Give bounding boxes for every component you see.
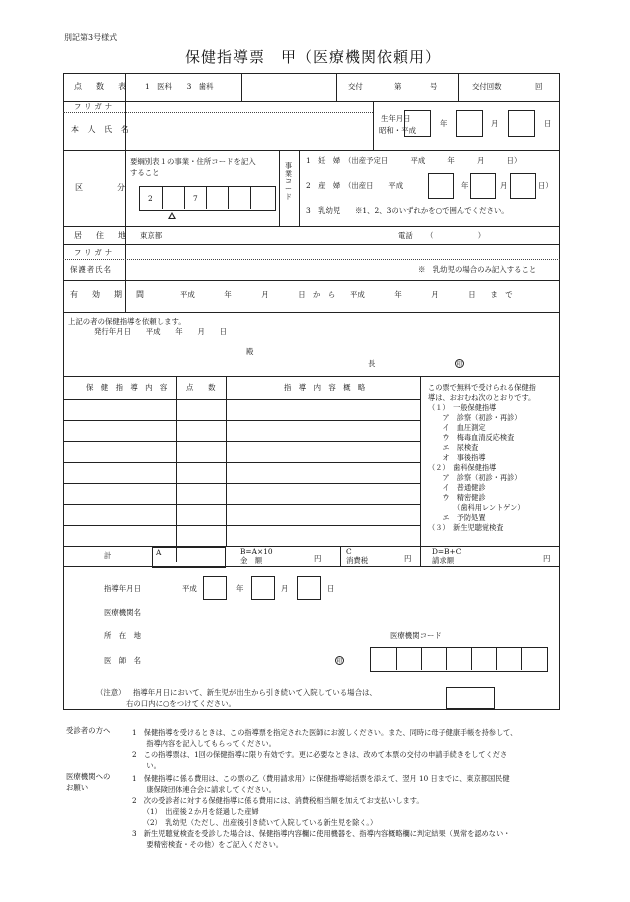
business-code-vertical-label: 事業コード	[285, 162, 292, 201]
notes-line-2: 導は、おおむね次のとおりです。	[428, 393, 536, 402]
hospitalized-check-box[interactable]	[446, 687, 495, 709]
birth-label-1: 生年月日	[381, 114, 411, 123]
guidance-year-box[interactable]	[203, 576, 227, 600]
issue-count-unit: 回	[535, 82, 543, 91]
clinic-request-3: 2 次の受診者に対する保健指導に係る費用には、消費税相当額を加えてお支払いします。	[132, 796, 424, 805]
phone-value[interactable]: （ ）	[426, 231, 486, 240]
recipient-notes-label: 受診者の方へ	[66, 726, 111, 735]
notes-line-10: ア 診察（初診・再診）	[428, 473, 522, 482]
clinic-request-1: 1 保健指導に係る費用は、この票の乙（費用請求用）に保健指導総括票を添えて、翌月 10 日までに、東京都国民健	[132, 774, 510, 783]
caution-label: （注意）	[96, 688, 126, 697]
category-postpartum: 2 産 婦 （出産日 平成	[306, 181, 404, 190]
clinic-request-5: （2） 乳幼児（ただし、出産後引き続いて入院している新生児を除く。）	[132, 818, 378, 827]
clinic-code-label: 医療機関コード	[390, 631, 442, 640]
category-instruction-2: すること	[130, 168, 160, 177]
issue-number-a: 第	[394, 82, 402, 91]
notes-line-14: エ 予防処置	[428, 513, 486, 522]
clinic-requests-label-2: お願い	[66, 783, 89, 792]
birth-day-box[interactable]	[508, 110, 535, 137]
birth-year-unit: 年	[440, 119, 448, 128]
tax-c-formula: C	[346, 547, 352, 556]
claim-d-formula: D=B+C	[432, 547, 462, 556]
col-guidance-content: 保 健 指 導 内 容	[86, 383, 168, 392]
postpartum-month-unit: 月	[500, 181, 508, 190]
issue-label: 交付	[348, 82, 363, 91]
amount-b-label: 金 額	[240, 556, 263, 565]
recipient-notes	[132, 727, 517, 771]
recipient-note-3: 2 この指導票は、1回の保健指導に限り有効です。更に必要なときは、改めて本票の交付の申請手続きをしてくださ	[132, 750, 508, 759]
notes-line-5: イ 血圧測定	[428, 423, 486, 432]
claim-d-unit: 円	[543, 554, 551, 563]
guardian-note: ※ 乳幼児の場合のみ記入すること	[418, 265, 537, 274]
category-instruction-1: 要綱別表１の事業・住所コードを記入	[130, 157, 256, 166]
col-summary: 指 導 内 容 概 略	[284, 383, 366, 392]
amount-b-formula: B=A×10	[240, 547, 273, 556]
birth-day-unit: 日	[544, 119, 552, 128]
tax-c-label: 消費税	[346, 556, 369, 565]
total-a-box[interactable]	[152, 547, 226, 568]
guardian-name-field[interactable]	[126, 260, 406, 279]
notes-line-15: （３） 新生児聴覚検査	[428, 523, 504, 532]
category-infant: 3 乳幼児 ※1、2、3のいずれかを○で囲んでください。	[306, 206, 509, 215]
claim-d-label: 請求額	[432, 556, 455, 565]
notes-line-1: この票で無料で受けられる保健指	[428, 383, 536, 392]
code-digit-1: 2	[148, 194, 153, 203]
guidance-month-unit: 月	[281, 584, 289, 593]
birth-year-box[interactable]	[404, 110, 431, 137]
form-number: 別記第3号様式	[64, 33, 118, 42]
issue-count-label: 交付回数	[472, 82, 502, 91]
caution-line-1: 指導年月日において、新生児が出生から引き続いて入院している場合は、	[133, 688, 377, 697]
warning-triangle-icon	[168, 212, 176, 219]
recipient-note-2: 指導内容を記入してもらってください。	[132, 739, 276, 748]
clinic-request-7: 要精密検査・その他）をご記入ください。	[132, 840, 283, 849]
birth-month-unit: 月	[491, 119, 499, 128]
addressee-suffix: 殿	[246, 347, 254, 356]
category-label: 区 分	[75, 183, 131, 192]
postpartum-year-box[interactable]	[428, 173, 454, 199]
residence-label: 居 住 地	[74, 231, 129, 240]
total-a-label: A	[156, 548, 162, 557]
chief-label: 長	[368, 359, 376, 368]
guidance-day-unit: 日	[327, 584, 335, 593]
clinic-address-label: 所 在 地	[104, 631, 141, 640]
clinic-request-4: （1） 出産後２か月を経過した産婦	[132, 807, 259, 816]
guidance-month-box[interactable]	[251, 576, 275, 600]
recipient-note-4: い。	[132, 761, 161, 770]
page-title: 保健指導票 甲（医療機関依頼用）	[185, 48, 442, 66]
notes-line-8: オ 事後指導	[428, 453, 486, 462]
doctor-name-label: 医 師 名	[104, 656, 141, 665]
validity-label: 有 効 期 間	[70, 290, 147, 299]
doctor-seal-icon: 印	[336, 658, 343, 665]
phone-label: 電話	[398, 231, 413, 240]
person-name-label: 本 人 氏 名	[71, 125, 132, 134]
notes-line-4: ア 診察（初診・再診）	[428, 413, 522, 422]
postpartum-day-box[interactable]	[510, 173, 536, 199]
residence-value[interactable]: 東京都	[140, 231, 163, 240]
notes-line-13: （歯科用レントゲン）	[428, 503, 525, 512]
notes-line-12: ウ 精密健診	[428, 493, 486, 502]
furigana-label: フリガナ	[74, 102, 116, 111]
business-code-boxes[interactable]	[139, 186, 276, 211]
score-table-label: 点 数 表	[74, 82, 129, 91]
guidance-day-box[interactable]	[297, 576, 321, 600]
clinic-code-boxes[interactable]	[370, 647, 548, 672]
code-digit-2: 7	[193, 194, 198, 203]
clinic-request-2: 康保険団体連合会に請求してください。	[132, 785, 276, 794]
recipient-note-1: 1 保健指導を受けるときは、この指導票を指定された医師にお渡しください。また、同時に母子健康手帳を持参して、	[132, 728, 518, 737]
notes-line-11: イ 普通健診	[428, 483, 486, 492]
clinic-request-6: 3 新生児聴覚検査を受診した場合は、保健指導内容欄に使用機器を、指導内容概略欄に判定結果（異常を認めない・	[132, 829, 511, 838]
caution-line-2: 右の口内に○をつけてください。	[126, 699, 236, 708]
guidance-date-era: 平成	[182, 584, 197, 593]
guardian-name-label: 保護者氏名	[70, 265, 112, 274]
clinic-requests	[132, 773, 510, 850]
amount-b-unit: 円	[314, 554, 322, 563]
guidance-date-label: 指導年月日	[104, 584, 141, 593]
seal-icon: 印	[456, 361, 463, 368]
free-services-notes	[428, 383, 536, 533]
clinic-name-label: 医療機関名	[104, 608, 141, 617]
col-points: 点 数	[186, 383, 216, 392]
notes-line-3: （１） 一般保健指導	[428, 403, 497, 412]
birth-label-2: 昭和・平成	[379, 126, 416, 135]
issue-number-b: 号	[430, 82, 438, 91]
birth-month-box[interactable]	[456, 110, 483, 137]
validity-period: 平成 年 月 日 か ら 平成 年 月 日 ま で	[180, 290, 513, 299]
postpartum-year-unit: 年	[461, 181, 469, 190]
tax-c-unit: 円	[404, 554, 412, 563]
guardian-furigana-label: フリガナ	[74, 248, 116, 257]
request-text: 上記の者の保健指導を依頼します。	[68, 317, 186, 326]
notes-line-9: （２） 歯科保健指導	[428, 463, 497, 472]
person-name-field[interactable]	[126, 113, 372, 149]
category-pregnant: 1 妊 婦 （出産予定日 平成 年 月 日）	[306, 156, 522, 165]
clinic-requests-label-1: 医療機関への	[66, 772, 111, 781]
issue-date: 発行年月日 平成 年 月 日	[94, 327, 228, 336]
notes-line-6: ウ 梅毒血清反応検査	[428, 433, 515, 442]
postpartum-day-unit: 日）	[538, 181, 553, 190]
guidance-year-unit: 年	[236, 584, 244, 593]
postpartum-month-box[interactable]	[470, 173, 496, 199]
score-table-values: 1 医科 3 歯科	[145, 82, 214, 91]
total-label: 計	[104, 551, 112, 560]
notes-line-7: エ 尿検査	[428, 443, 479, 452]
